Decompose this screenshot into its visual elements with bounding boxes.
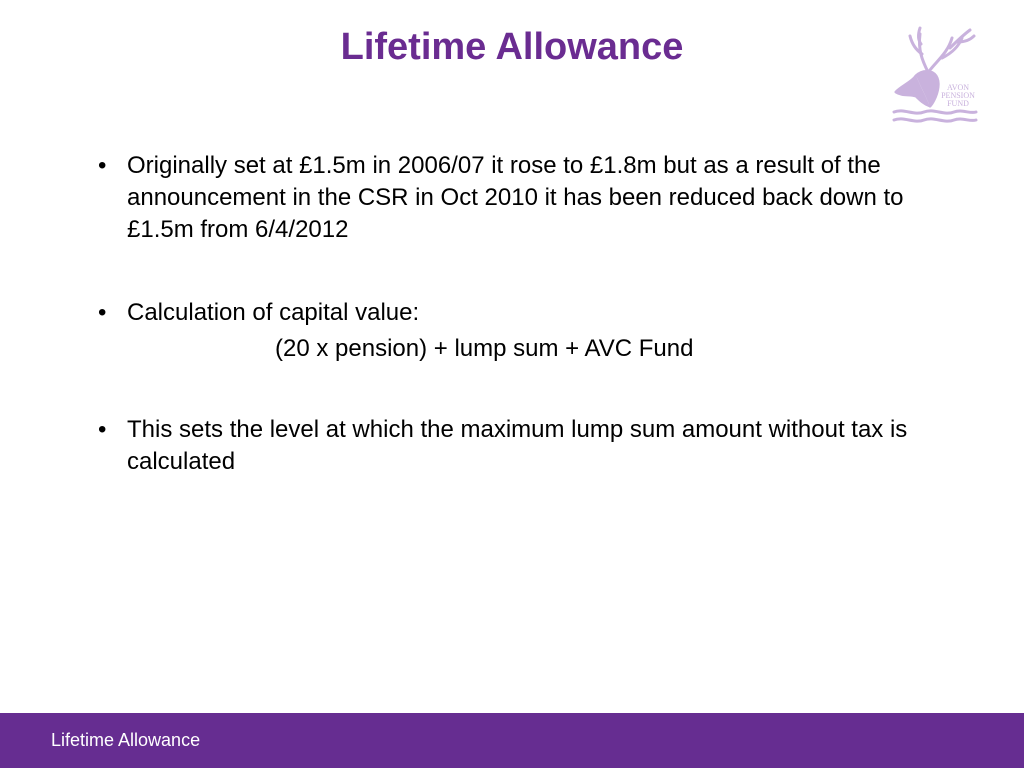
logo-text-avon: AVON [946,83,970,92]
bullet-item [94,297,964,329]
bullet-icon: • [98,299,107,326]
bullet-text: Calculation of capital value: [127,299,420,326]
bullet-item [94,414,964,478]
slide-title: Lifetime Allowance [340,26,684,68]
slide-content [94,150,964,478]
bullet-icon: • [98,416,107,443]
bullet-text: This sets the level at which the maximum lump sum amount without tax is calculated [127,416,908,475]
footer-label: Lifetime Allowance [51,730,201,750]
logo-text-pension: PENSION [941,91,975,100]
logo-text-fund: FUND [947,99,969,108]
bullet-item [94,150,964,246]
avon-pension-fund-logo [888,20,978,126]
bullet-text: Originally set at £1.5m in 2006/07 it rose to £1.8m but as a result of the announcement in the CSR in Oct 2010 it has been reduced back down to £1.5m from 6/4/2012 [127,152,904,243]
bullet-icon: • [98,152,107,179]
capital-value-formula: (20 x pension) + lump sum + AVC Fund [275,335,694,362]
footer-bar [0,713,1024,768]
